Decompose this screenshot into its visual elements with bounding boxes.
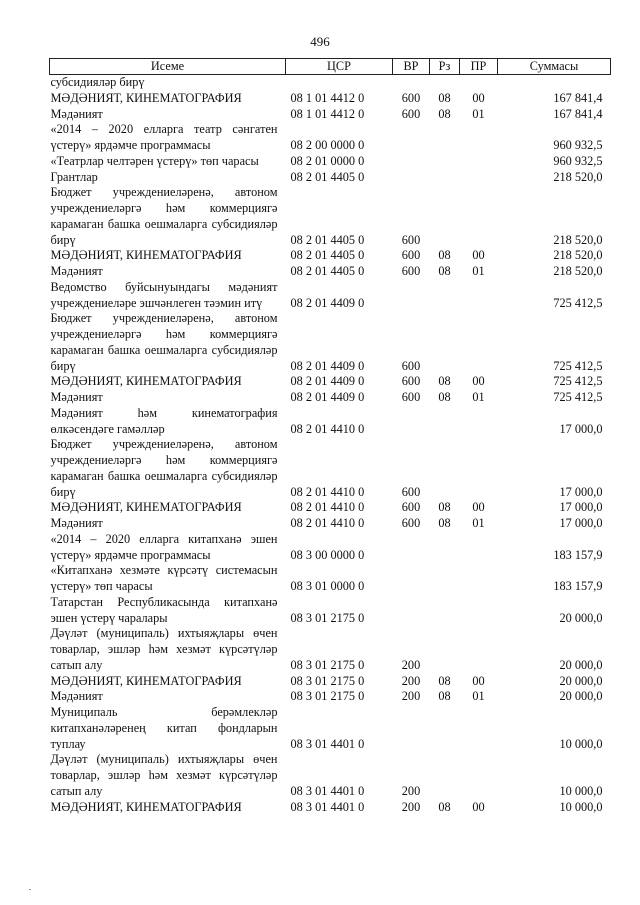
cell-rz: [430, 280, 460, 312]
cell-pr: [460, 752, 498, 799]
cell-name: субсидияләр бирү: [50, 75, 145, 89]
cell-csr: 08 2 01 4409 0: [290, 374, 365, 389]
header-vr: ВР: [393, 59, 430, 75]
cell-name: Дәүләт (муниципаль) ихтыяҗлары өчен товарлар, эшләр һәм хезмәт күрсәтүләр сатып алу: [50, 626, 278, 672]
cell-name: Грантлар: [50, 169, 98, 184]
cell-vr: [393, 122, 430, 154]
cell-name: Муниципаль берәмлекләр китапханәләренең китап фондларын туплау: [50, 705, 278, 751]
cell-sum: 20 000,0: [559, 689, 603, 704]
cell-pr: 00: [472, 500, 485, 515]
cell-vr: 200: [401, 689, 421, 704]
cell-rz: [430, 626, 460, 673]
cell-rz: [430, 437, 460, 500]
table-row: [50, 170, 611, 186]
cell-pr: 01: [472, 689, 485, 704]
table-row: [50, 107, 611, 123]
cell-name: «Театрлар челтәрен үстерү» төп чарасы: [50, 153, 259, 168]
cell-name: Бюджет учреждениеләренә, автоном учреждениеләргә һәм коммерциягә карамаган башка оешмаларга субсидияләр бирү: [50, 185, 278, 247]
cell-pr: 00: [472, 374, 485, 389]
table-row: [50, 280, 611, 312]
cell-sum: 183 157,9: [553, 579, 603, 593]
cell-rz: 08: [438, 374, 451, 389]
cell-sum: 218 520,0: [553, 232, 603, 247]
header-pr: ПР: [460, 59, 498, 75]
cell-pr: [460, 154, 498, 170]
cell-pr: 00: [472, 673, 485, 688]
cell-pr: [460, 705, 498, 752]
table-row: [50, 532, 611, 564]
table-row: [50, 705, 611, 752]
cell-vr: 600: [401, 358, 421, 373]
cell-sum: 960 932,5: [553, 153, 603, 168]
table-row: [50, 689, 611, 705]
cell-sum: 960 932,5: [553, 138, 603, 152]
cell-sum: [498, 75, 611, 91]
cell-sum: 167 841,4: [553, 106, 603, 121]
scan-speck: [29, 889, 31, 890]
cell-sum: 725 412,5: [553, 374, 603, 389]
cell-pr: [460, 563, 498, 595]
table-header: [50, 59, 611, 75]
cell-pr: 00: [472, 90, 485, 105]
cell-rz: [430, 406, 460, 438]
table-row: [50, 437, 611, 500]
cell-pr: [460, 75, 498, 91]
cell-vr: [393, 406, 430, 438]
cell-csr: 08 2 01 4410 0: [290, 421, 365, 436]
cell-pr: 00: [472, 799, 485, 814]
cell-rz: [430, 154, 460, 170]
cell-sum: 20 000,0: [559, 610, 603, 625]
header-row: [50, 59, 611, 75]
cell-vr: 600: [401, 248, 421, 263]
cell-rz: 08: [438, 264, 451, 278]
cell-sum: 20 000,0: [559, 657, 603, 672]
cell-pr: 00: [472, 248, 485, 263]
cell-vr: [393, 563, 430, 595]
cell-name: Ведомство буйсынуындагы мәдәният учреждениеләре эшчәнлеген тәэмин итү: [50, 279, 278, 310]
cell-pr: [460, 595, 498, 627]
cell-csr: 08 2 01 4410 0: [290, 516, 365, 530]
cell-rz: [430, 595, 460, 627]
cell-csr: 08 2 00 0000 0: [290, 138, 365, 152]
cell-rz: 08: [438, 106, 451, 121]
cell-vr: 600: [401, 232, 421, 247]
cell-pr: [460, 311, 498, 374]
cell-pr: 01: [472, 390, 485, 404]
cell-vr: 600: [401, 484, 421, 499]
cell-rz: [430, 122, 460, 154]
cell-name: МӘДӘНИЯТ, КИНЕМАТОГРАФИЯ: [50, 90, 242, 105]
cell-csr: 08 3 01 2175 0: [290, 657, 365, 672]
cell-pr: [460, 122, 498, 154]
cell-name: МӘДӘНИЯТ, КИНЕМАТОГРАФИЯ: [50, 500, 242, 515]
cell-name: МӘДӘНИЯТ, КИНЕМАТОГРАФИЯ: [50, 673, 242, 688]
page-number: 496: [310, 34, 330, 49]
table-row: [50, 311, 611, 374]
cell-vr: 200: [401, 673, 421, 688]
cell-rz: 08: [438, 390, 451, 404]
cell-sum: 17 000,0: [559, 516, 603, 530]
cell-csr: 08 1 01 4412 0: [290, 90, 365, 105]
table-row: [50, 154, 611, 170]
cell-name: Бюджет учреждениеләренә, автоном учреждениеләргә һәм коммерциягә карамаган башка оешмаларга субсидияләр бирү: [50, 311, 278, 373]
cell-pr: [460, 280, 498, 312]
table-row: [50, 185, 611, 248]
cell-csr: 08 3 01 4401 0: [290, 799, 365, 814]
cell-csr: 08 3 01 2175 0: [290, 610, 365, 625]
cell-rz: [430, 170, 460, 186]
cell-csr: 08 1 01 4412 0: [290, 106, 365, 121]
table-row: [50, 75, 611, 91]
cell-pr: 01: [472, 106, 485, 121]
cell-rz: 08: [438, 673, 451, 688]
cell-vr: 600: [401, 516, 421, 530]
cell-pr: [460, 170, 498, 186]
cell-vr: 600: [401, 90, 421, 105]
cell-vr: [393, 154, 430, 170]
cell-csr: 08 2 01 4409 0: [290, 295, 365, 310]
cell-rz: 08: [438, 516, 451, 530]
cell-csr: 08 2 01 4409 0: [290, 390, 365, 404]
cell-vr: [393, 280, 430, 312]
cell-sum: 725 412,5: [553, 358, 603, 373]
cell-csr: 08 3 00 0000 0: [290, 547, 365, 562]
cell-vr: 600: [401, 374, 421, 389]
cell-csr: 08 2 01 4405 0: [290, 264, 365, 278]
cell-sum: 20 000,0: [559, 673, 603, 688]
cell-sum: 725 412,5: [553, 295, 603, 310]
cell-sum: 183 157,9: [553, 547, 603, 562]
cell-sum: 10 000,0: [559, 736, 603, 751]
cell-vr: [393, 705, 430, 752]
cell-rz: [430, 75, 460, 91]
cell-vr: 200: [401, 657, 421, 672]
cell-pr: [460, 437, 498, 500]
cell-name: Бюджет учреждениеләренә, автоном учреждениеләргә һәм коммерциягә карамаган башка оешмаларга субсидияләр бирү: [50, 437, 278, 499]
cell-vr: [393, 170, 430, 186]
cell-name: «Китапханә хезмәте күрсәтү системасын үстерү» төп чарасы: [50, 563, 278, 593]
cell-name: Мәдәният: [50, 264, 103, 278]
header-rz: Рз: [430, 59, 460, 75]
table-row: [50, 626, 611, 673]
cell-vr: [393, 75, 430, 91]
cell-vr: 600: [401, 264, 421, 278]
cell-rz: [430, 752, 460, 799]
cell-rz: 08: [438, 248, 451, 263]
cell-rz: [430, 705, 460, 752]
cell-csr: 08 2 01 4410 0: [290, 484, 365, 499]
cell-rz: [430, 311, 460, 374]
cell-pr: [460, 406, 498, 438]
cell-rz: 08: [438, 90, 451, 105]
cell-name: Мәдәният: [50, 390, 103, 404]
cell-name: «2014 – 2020 елларга театр сәнгатен үстерү» ярдәмче программасы: [50, 122, 278, 152]
cell-name: Дәүләт (муниципаль) ихтыяҗлары өчен товарлар, эшләр һәм хезмәт күрсәтүләр сатып алу: [50, 752, 278, 798]
table-row: [50, 248, 611, 264]
table-row: [50, 500, 611, 516]
header-csr: ЦСР: [286, 59, 393, 75]
cell-csr: 08 2 01 4409 0: [290, 358, 365, 373]
cell-sum: 10 000,0: [559, 783, 603, 798]
table-row: [50, 122, 611, 154]
cell-pr: 01: [472, 264, 485, 278]
cell-csr: 08 3 01 0000 0: [290, 579, 365, 593]
cell-name: Мәдәният: [50, 689, 103, 704]
table-body: [50, 75, 611, 816]
table-row: [50, 516, 611, 532]
cell-csr: 08 3 01 2175 0: [290, 673, 365, 688]
cell-vr: 200: [401, 783, 421, 798]
budget-table: [49, 58, 611, 815]
cell-vr: [393, 595, 430, 627]
table-row: [50, 752, 611, 799]
cell-rz: [430, 563, 460, 595]
table-row: [50, 91, 611, 107]
cell-rz: 08: [438, 689, 451, 704]
cell-sum: 167 841,4: [553, 90, 603, 105]
table-row: [50, 800, 611, 816]
header-sum: Суммасы: [498, 59, 611, 75]
cell-name: Мәдәният: [50, 106, 103, 121]
cell-pr: [460, 185, 498, 248]
cell-csr: 08 3 01 4401 0: [290, 736, 365, 751]
cell-csr: 08 2 01 4405 0: [290, 169, 365, 184]
header-name: Исеме: [50, 59, 286, 75]
cell-sum: 218 520,0: [553, 264, 603, 278]
cell-csr: 08 2 01 0000 0: [290, 153, 365, 168]
cell-csr: 08 2 01 4410 0: [290, 500, 365, 515]
table-row: [50, 563, 611, 595]
cell-csr: 08 3 01 2175 0: [290, 689, 365, 704]
cell-csr: [286, 75, 393, 91]
cell-rz: 08: [438, 500, 451, 515]
cell-csr: 08 2 01 4405 0: [290, 248, 365, 263]
cell-name: МӘДӘНИЯТ, КИНЕМАТОГРАФИЯ: [50, 799, 242, 814]
cell-csr: 08 2 01 4405 0: [290, 232, 365, 247]
cell-pr: [460, 532, 498, 564]
cell-sum: 725 412,5: [553, 390, 603, 404]
cell-sum: 218 520,0: [553, 248, 603, 263]
cell-rz: [430, 185, 460, 248]
cell-name: МӘДӘНИЯТ, КИНЕМАТОГРАФИЯ: [50, 374, 242, 389]
cell-name: Мәдәният һәм кинематография өлкәсендәге гамәлләр: [50, 405, 278, 436]
cell-vr: 600: [401, 390, 421, 404]
cell-sum: 218 520,0: [553, 169, 603, 184]
cell-vr: 600: [401, 106, 421, 121]
table-row: [50, 264, 611, 280]
cell-vr: 200: [401, 799, 421, 814]
table-row: [50, 374, 611, 390]
cell-name: Мәдәният: [50, 516, 103, 530]
cell-sum: 10 000,0: [559, 799, 603, 814]
cell-name: МӘДӘНИЯТ, КИНЕМАТОГРАФИЯ: [50, 248, 242, 263]
cell-pr: 01: [472, 516, 485, 530]
cell-csr: 08 3 01 4401 0: [290, 783, 365, 798]
cell-sum: 17 000,0: [559, 484, 603, 499]
table-row: [50, 406, 611, 438]
table-row: [50, 674, 611, 690]
cell-rz: [430, 532, 460, 564]
cell-vr: 600: [401, 500, 421, 515]
table-row: [50, 595, 611, 627]
table-row: [50, 390, 611, 406]
cell-sum: 17 000,0: [559, 500, 603, 515]
cell-rz: 08: [438, 799, 451, 814]
cell-vr: [393, 532, 430, 564]
cell-pr: [460, 626, 498, 673]
cell-name: Татарстан Республикасында китапханә эшен үстерү чаралары: [50, 594, 278, 625]
cell-name: «2014 – 2020 елларга китапханә эшен үстерү» ярдәмче программасы: [50, 531, 278, 562]
cell-sum: 17 000,0: [559, 421, 603, 436]
